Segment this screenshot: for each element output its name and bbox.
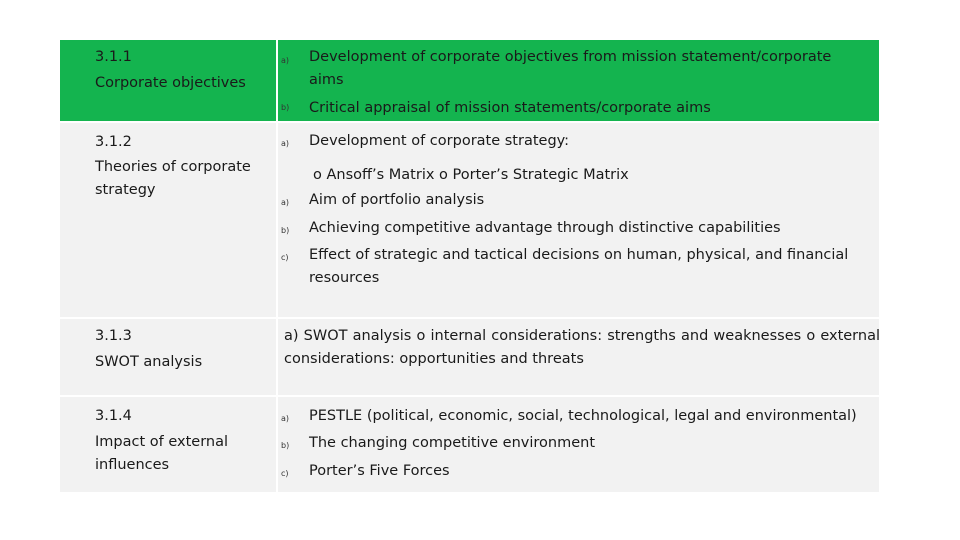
content-cell — [278, 319, 879, 395]
topic-cell — [60, 123, 278, 317]
item-letter: c) — [281, 253, 289, 262]
topic-title: Corporate objectives — [95, 75, 246, 91]
item-letter: a) — [281, 56, 290, 65]
item-text: Development of corporate strategy: — [309, 133, 570, 149]
item-letter: b) — [281, 441, 290, 450]
item-text: Achieving competitive advantage through distinctive capabilities — [309, 220, 781, 236]
topic-cell — [60, 319, 278, 395]
swot-item-text: a) SWOT analysis o internal considerations: strengths and weaknesses o external considerations: opportunities and threats — [284, 328, 880, 367]
topic-cell — [60, 40, 278, 121]
specification-table — [60, 40, 879, 492]
item-text: Development of corporate objectives from mission statement/corporate aims — [309, 49, 832, 88]
table-row-3-1-3 — [60, 319, 879, 395]
item-letter: c) — [281, 469, 289, 478]
item-text: Aim of portfolio analysis — [309, 192, 485, 208]
content-cell — [278, 40, 879, 121]
item-letter: a) — [281, 198, 290, 207]
table-row-3-1-4 — [60, 397, 879, 492]
item-text: Effect of strategic and tactical decisions on human, physical, and financial resources — [309, 247, 849, 286]
item-letter: b) — [281, 226, 290, 235]
item-text: Critical appraisal of mission statements/corporate aims — [309, 100, 711, 116]
table-row-3-1-1 — [60, 40, 879, 121]
topic-title: Theories of corporate strategy — [95, 159, 251, 198]
topic-cell — [60, 397, 278, 492]
content-cell — [278, 397, 879, 492]
item-text: The changing competitive environment — [309, 435, 596, 451]
item-letter: a) — [281, 414, 290, 423]
item-letter: a) — [281, 139, 290, 148]
content-cell — [278, 123, 879, 317]
sub-list-text: o Ansoff’s Matrix o Porter’s Strategic Matrix — [313, 167, 629, 183]
table-row-3-1-2 — [60, 123, 879, 317]
item-text: Porter’s Five Forces — [309, 463, 450, 479]
topic-code: 3.1.3 — [95, 328, 132, 344]
topic-code: 3.1.1 — [95, 49, 132, 65]
topic-title: Impact of external influences — [95, 434, 229, 473]
item-text: PESTLE (political, economic, social, technological, legal and environmental) — [309, 408, 857, 424]
topic-code: 3.1.2 — [95, 134, 132, 150]
topic-code: 3.1.4 — [95, 408, 132, 424]
item-letter: b) — [281, 103, 290, 112]
topic-title: SWOT analysis — [95, 354, 203, 370]
